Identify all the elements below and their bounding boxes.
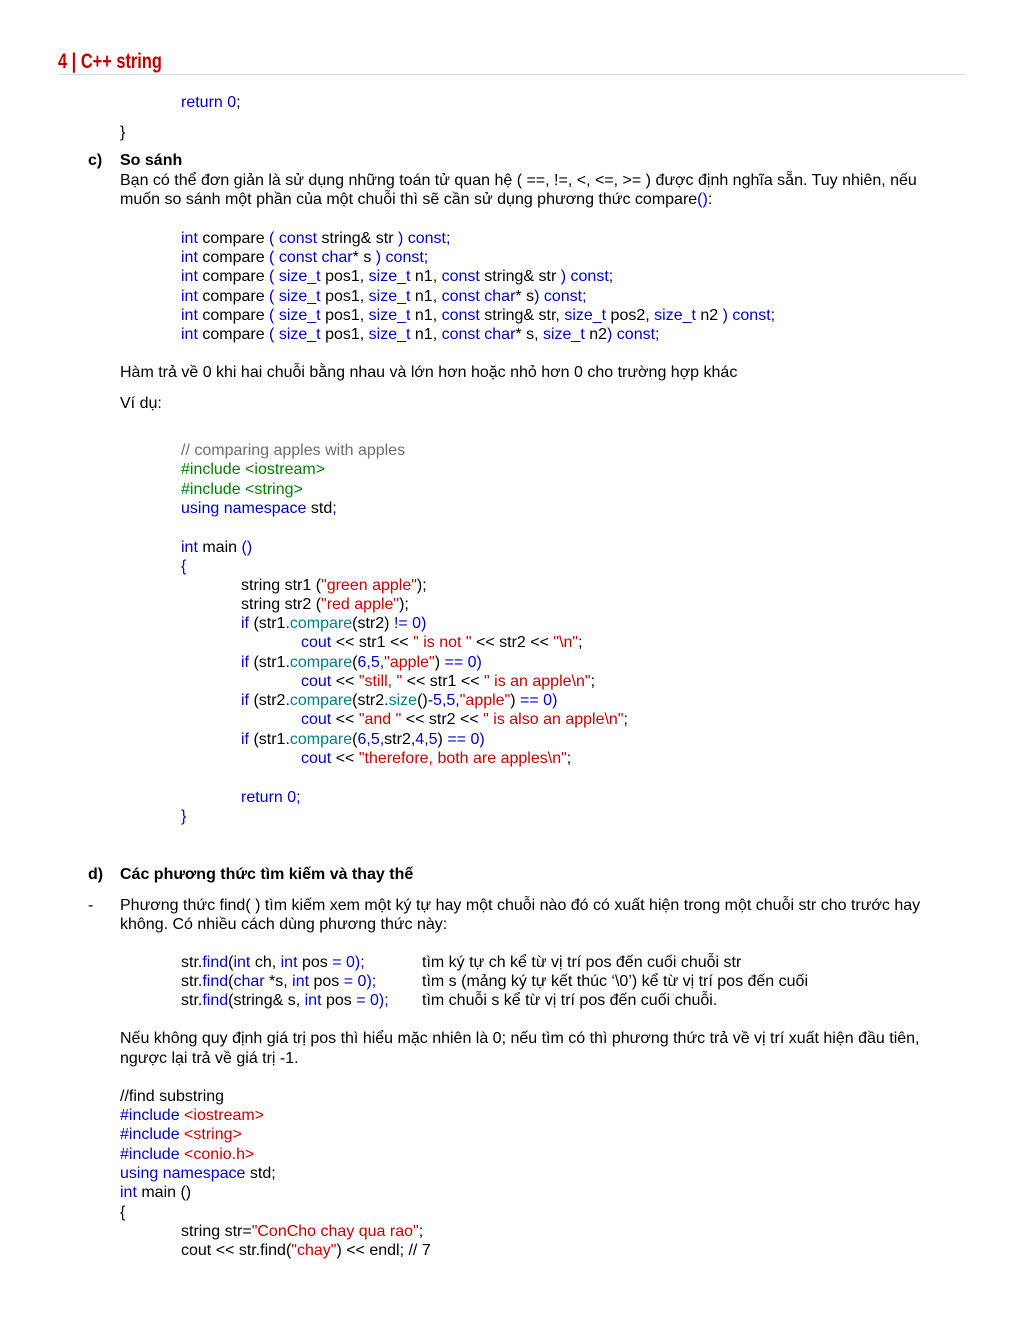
text-segment: << str1 << [331,634,414,651]
text-segment: == 0) [520,692,558,709]
text-segment: ) const; [397,230,451,247]
text-segment: ( [228,973,234,990]
text-segment: size_t [368,268,411,285]
text-segment: int [181,307,198,324]
text-segment: n1, [410,268,442,285]
text-segment: cout [301,673,332,690]
text-segment: ( [228,954,234,971]
text-segment: } [120,124,126,141]
text-segment: ; [236,94,246,111]
text-segment: pos1, [320,307,369,324]
text-segment: #include [120,1126,185,1143]
text-segment: (string& s, [228,992,305,1009]
text-segment: "therefore, both are apples\n" [358,750,567,767]
text-segment: if [241,692,249,709]
text-segment: (str2 [249,692,286,709]
text-segment: size_t [542,326,585,343]
text-line [181,1222,423,1241]
text-segment: << [331,711,359,728]
text-segment: ); [399,596,409,613]
text-line [241,614,426,633]
text-segment: pos [297,954,333,971]
text-segment: Ví dụ: [120,395,162,412]
text-segment: n1, [410,288,442,305]
text-segment: compare [197,230,270,247]
text-segment: "apple" [384,654,435,671]
text-segment: << str2 << [471,634,554,651]
text-segment: string str2 ( [241,596,322,613]
text-segment: cout << str.find( [181,1242,292,1259]
text-segment: if [241,654,249,671]
text-segment: string& str [479,268,561,285]
text-segment: string& str, [479,307,565,324]
text-segment: return 0; [241,789,301,806]
text-segment: compare [197,326,270,343]
text-segment: int [304,992,322,1009]
text-line [301,633,583,652]
text-segment: pos1, [320,326,369,343]
text-segment: compare [197,268,270,285]
text-segment: str. [181,954,203,971]
text-line [120,151,182,170]
text-segment: * s [352,249,376,266]
text-segment: n2 [695,307,723,324]
header-separator: | [71,50,77,73]
text-segment: const char [441,326,516,343]
text-line [181,1241,431,1260]
text-segment: ( size_t [269,326,321,343]
text-line [120,1145,254,1164]
text-line [88,865,103,884]
text-segment: if [241,731,249,748]
text-segment: str2, [384,731,416,748]
text-line [181,267,613,286]
text-segment: <string> [184,1126,242,1143]
text-segment: //find substring [120,1088,225,1105]
text-segment: compare [197,249,270,266]
text-segment: size [388,692,418,709]
text-line [241,576,427,595]
text-segment: * s, [515,326,543,343]
text-segment: pos [321,992,357,1009]
text-line [181,325,659,344]
text-segment: -5,5, [427,692,460,709]
text-segment: cout [301,750,332,767]
text-segment: std; [245,1165,276,1182]
text-line [181,480,303,499]
text-line [120,1087,224,1106]
text-segment: . [384,692,389,709]
text-segment: str. [181,973,203,990]
text-segment: Hàm trả về 0 khi hai chuỗi bằng nhau và lớn hơn hoặc nhỏ hơn 0 cho trường hợp khác [120,364,738,381]
text-segment: " is not " [413,634,472,651]
text-line [181,499,337,518]
text-segment: const [441,307,480,324]
text-line [120,1029,919,1048]
text-line [422,972,808,991]
text-segment: "chay" [291,1242,337,1259]
text-line [181,460,325,479]
text-segment: using namespace [120,1165,246,1182]
text-segment: ( [352,731,358,748]
text-segment: . [285,731,290,748]
text-segment: compare [197,307,270,324]
text-segment: () [697,191,708,208]
text-line [120,896,920,915]
text-line [181,306,775,325]
header-title: C++ string [80,50,162,73]
text-segment: int [181,539,198,556]
text-segment: size_t [368,288,411,305]
text-line [120,865,413,884]
text-segment: char [233,973,265,990]
text-segment: ; [623,711,628,728]
text-line [120,171,917,190]
text-segment: 6,5, [357,731,385,748]
text-line [181,287,587,306]
text-segment: ch, [250,954,281,971]
text-line [181,953,365,972]
text-segment: int [181,230,198,247]
text-segment: ( [352,654,358,671]
text-segment: . [285,615,290,632]
text-segment: pos [309,973,344,990]
text-segment: main () [136,1184,192,1201]
text-line [181,93,245,112]
text-line [120,1183,191,1202]
text-segment: () [241,539,253,556]
text-segment: ) [437,731,448,748]
text-segment: const char [441,288,516,305]
text-segment: Bạn có thể đơn giản là sử dụng những toán tử quan hệ ( ==, !=, <, <=, >= ) được định nghĩa sẵn. Tuy nhiên, nếu [120,172,917,189]
text-segment: . [285,692,290,709]
text-segment: c) [88,152,103,169]
text-segment: - [88,897,94,914]
text-segment: const [441,268,480,285]
text-segment: int [181,288,198,305]
text-segment: <iostream> [184,1107,265,1124]
text-segment: size_t [564,307,607,324]
text-segment: } [181,808,187,825]
text-segment: ) << endl; // 7 [336,1242,431,1259]
text-segment: << str2 << [401,711,484,728]
text-segment: n2 [584,326,608,343]
text-segment: << [331,750,359,767]
page-number: 4 [58,50,68,73]
text-segment: 6,5, [357,654,385,671]
text-line [88,151,102,170]
text-segment: string& str [317,230,398,247]
text-line [120,190,712,209]
text-line [181,557,186,576]
text-line [301,749,571,768]
text-segment: if [241,615,249,632]
text-segment: compare [289,615,353,632]
text-line [241,730,485,749]
text-segment: string str= [181,1223,252,1240]
text-segment: int [292,973,310,990]
text-line [422,991,717,1010]
text-segment: Nếu không quy định giá trị pos thì hiểu mặc nhiên là 0; nếu tìm có thì phương thức trả về vị trí xuất hiện đầu tiên, [120,1030,920,1047]
text-line [181,972,376,991]
text-line [301,672,595,691]
text-line [181,248,428,267]
text-segment: string str1 ( [241,577,322,594]
text-segment: { [120,1204,126,1221]
text-segment: { [181,558,187,575]
text-segment: cout [301,634,332,651]
text-segment: int [181,326,198,343]
text-segment: tìm chuỗi s kể từ vị trí pos đến cuối chuỗi. [422,992,718,1009]
text-segment: int [233,954,251,971]
text-segment: != 0) [393,615,427,632]
text-segment: n1, [410,326,442,343]
text-segment: So sánh [120,152,183,169]
text-segment: ; [566,750,572,767]
text-segment: ( const char [269,249,353,266]
text-segment: d) [88,866,104,883]
text-segment: std [306,500,333,517]
text-segment: ; [578,634,583,651]
text-segment: ( size_t [269,268,321,285]
text-segment: *s, [264,973,293,990]
text-segment: // comparing apples with apples [181,442,406,459]
text-segment: = 0); [343,973,377,990]
text-line [241,691,557,710]
text-segment: cout [301,711,332,728]
text-segment: main [197,539,242,556]
text-line [181,538,252,557]
text-segment: str. [181,992,203,1009]
text-segment: size_t [368,326,411,343]
text-segment: " is an apple\n" [484,673,591,690]
text-segment: Phương thức find( ) tìm kiếm xem một ký tự hay một chuỗi nào đó có xuất hiện trong một chuỗi str cho trước hay [120,897,921,914]
text-segment: ) [510,692,521,709]
text-segment: find [202,973,229,990]
text-segment: ) const; [560,268,614,285]
text-segment: "ConCho chay qua rao" [251,1223,419,1240]
text-segment: #include <string> [181,481,303,498]
text-segment: = 0); [332,954,365,971]
text-segment: find [202,954,229,971]
text-segment: . [285,654,290,671]
text-segment: (str2) [352,615,394,632]
text-segment: size_t [654,307,696,324]
text-line [241,653,482,672]
text-segment: : [707,191,713,208]
text-segment: ; [590,673,596,690]
text-segment: "red apple" [321,596,400,613]
text-line [181,991,389,1010]
text-line [181,807,186,826]
text-segment: compare [289,654,353,671]
text-segment: int [181,268,198,285]
text-segment: <conio.h> [184,1146,255,1163]
text-segment: " is also an apple\n" [483,711,624,728]
text-segment: compare [289,692,353,709]
text-segment: << [331,673,359,690]
text-segment: int [280,954,298,971]
text-segment: #include [120,1146,185,1163]
text-segment: return 0 [181,94,237,111]
text-line [120,1125,242,1144]
text-segment: tìm s (mảng ký tự kết thúc ‘\0’) kể từ vị trí pos đến cuối [422,973,808,990]
text-segment: ( size_t [269,288,321,305]
text-segment: ) const; [607,326,660,343]
text-segment: ) const; [534,288,587,305]
text-line [120,915,447,934]
text-segment: pos2, [606,307,655,324]
text-line [120,123,125,142]
text-line [120,1203,125,1222]
text-line [241,595,409,614]
text-segment: 4,5 [415,731,438,748]
text-line [120,1049,299,1068]
text-segment: (str1 [249,731,286,748]
text-segment: pos1, [320,288,369,305]
text-segment: () [417,692,428,709]
text-segment: ( size_t [269,307,321,324]
text-segment: "apple" [459,692,511,709]
text-segment: #include <iostream> [181,461,326,478]
text-segment: ) const; [722,307,776,324]
text-line [120,1164,276,1183]
text-line [120,394,162,413]
text-segment: không. Có nhiều cách dùng phương thức này: [120,916,448,933]
text-segment: using namespace [181,500,307,517]
text-segment: n1, [410,307,442,324]
text-line [301,710,628,729]
text-line [422,953,741,972]
text-line [120,1106,264,1125]
text-segment: == 0) [444,654,482,671]
text-segment: ; [418,1223,424,1240]
text-segment: (str1 [249,654,286,671]
text-segment: * s [515,288,535,305]
header-divider [58,74,966,75]
text-segment: "and " [358,711,402,728]
text-segment: << str1 << [402,673,485,690]
text-segment: "green apple" [321,577,417,594]
text-segment: "\n" [553,634,579,651]
text-segment: "still, " [358,673,403,690]
text-segment: ); [416,577,427,594]
text-segment: compare [289,731,353,748]
text-segment: Các phương thức tìm kiếm và thay thế [120,866,414,883]
text-segment: tìm ký tự ch kể từ vị trí pos đến cuối chuỗi str [422,954,742,971]
text-segment: (str1 [249,615,286,632]
text-line [181,229,450,248]
text-line [241,788,301,807]
text-segment: compare [197,288,270,305]
text-segment: size_t [368,307,411,324]
text-segment: muốn so sánh một phần của một chuỗi thì sẽ cần sử dụng phương thức compare [120,191,698,208]
text-segment: pos1, [320,268,369,285]
text-segment: int [181,249,198,266]
text-segment: = 0); [356,992,389,1009]
text-segment: ( const [269,230,318,247]
text-segment: #include [120,1107,185,1124]
text-segment: find [202,992,229,1009]
text-segment: ) const; [375,249,429,266]
text-segment: (str2 [352,692,385,709]
text-line [181,441,405,460]
text-segment: ngược lại trả về giá trị -1. [120,1050,299,1067]
text-segment: == 0) [447,731,485,748]
text-segment: ) [434,654,445,671]
page-header [58,50,162,74]
text-segment: ; [332,500,337,517]
text-line [120,363,737,382]
text-line [88,896,93,915]
text-segment: int [120,1184,137,1201]
